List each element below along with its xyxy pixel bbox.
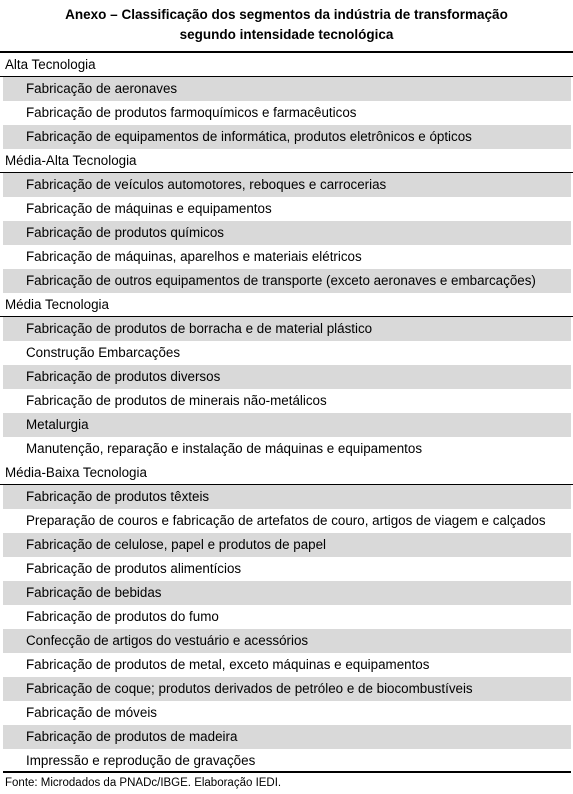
category-header: Média-Alta Tecnologia	[0, 149, 573, 173]
table-row: Fabricação de coque; produtos derivados de petróleo e de biocombustíveis	[3, 677, 571, 701]
table-row: Fabricação de outros equipamentos de transporte (exceto aeronaves e embarcações)	[3, 269, 571, 293]
title-line-1: Anexo – Classificação dos segmentos da indústria de transformação	[65, 7, 508, 22]
title-line-2: segundo intensidade tecnológica	[179, 27, 394, 42]
category-header: Média-Baixa Tecnologia	[0, 461, 573, 485]
table-row: Fabricação de produtos químicos	[3, 221, 571, 245]
table-row: Fabricação de veículos automotores, reboques e carrocerias	[3, 173, 571, 197]
source-note: Fonte: Microdados da PNADc/IBGE. Elaboração IEDI.	[5, 777, 282, 789]
table-row: Fabricação de produtos de metal, exceto máquinas e equipamentos	[26, 657, 430, 672]
table-row: Construção Embarcações	[26, 345, 181, 360]
table-row: Fabricação de produtos farmoquímicos e farmacêuticos	[26, 105, 357, 120]
table-row: Fabricação de produtos de madeira	[3, 725, 571, 749]
table-row: Fabricação de produtos de borracha e de material plástico	[3, 317, 571, 341]
table-row: Fabricação de equipamentos de informática, produtos eletrônicos e ópticos	[3, 125, 571, 149]
table-row: Fabricação de produtos do fumo	[26, 609, 219, 624]
classification-table	[0, 51, 573, 773]
table-row: Fabricação de máquinas e equipamentos	[26, 201, 272, 216]
table-row: Fabricação de celulose, papel e produtos de papel	[3, 533, 571, 557]
table-row: Fabricação de produtos têxteis	[3, 485, 571, 509]
table-title	[0, 0, 573, 45]
table-row: Manutenção, reparação e instalação de máquinas e equipamentos	[26, 441, 423, 456]
category-header: Média Tecnologia	[0, 293, 573, 317]
table-row: Fabricação de produtos alimentícios	[26, 561, 242, 576]
table-row: Metalurgia	[3, 413, 571, 437]
table-row: Fabricação de máquinas, aparelhos e materiais elétricos	[26, 249, 362, 264]
table-row: Confecção de artigos do vestuário e acessórios	[3, 629, 571, 653]
table-row: Fabricação de aeronaves	[3, 77, 571, 101]
table-row: Fabricação de produtos de minerais não-metálicos	[26, 393, 327, 408]
table-row: Fabricação de móveis	[26, 705, 157, 720]
table-row: Fabricação de produtos diversos	[3, 365, 571, 389]
table-row: Fabricação de bebidas	[3, 581, 571, 605]
category-header: Alta Tecnologia	[0, 53, 573, 77]
table-row: Preparação de couros e fabricação de artefatos de couro, artigos de viagem e calçados	[26, 513, 546, 528]
table-row: Impressão e reprodução de gravações	[3, 749, 571, 773]
